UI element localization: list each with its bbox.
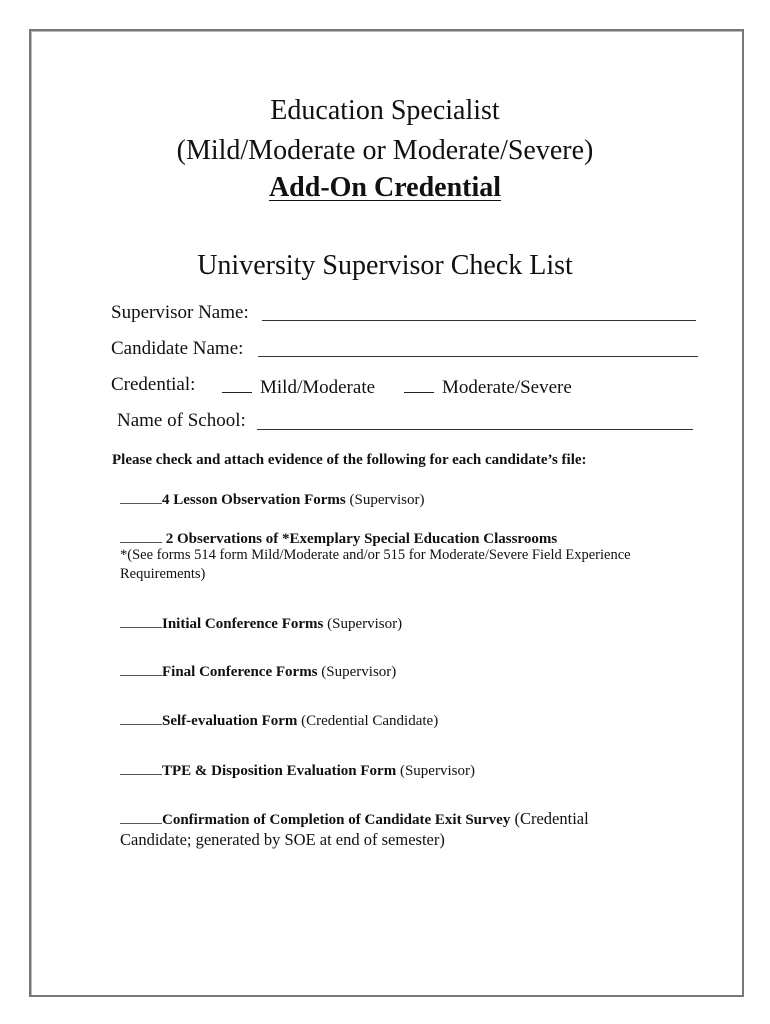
mild-moderate-blank[interactable] — [222, 374, 252, 393]
instructions: Please check and attach evidence of the following for each candidate’s file: — [112, 452, 587, 468]
check-blank[interactable] — [120, 661, 162, 676]
supervisor-name-field[interactable] — [262, 320, 696, 321]
supervisor-name-label: Supervisor Name: — [111, 302, 249, 323]
item-detail: (Credential Candidate) — [297, 713, 439, 729]
check-blank[interactable] — [120, 528, 162, 543]
item-title: TPE & Disposition Evaluation Form — [162, 763, 397, 779]
school-name-label: Name of School: — [117, 410, 246, 431]
checklist-item[interactable] — [120, 760, 475, 780]
exit-survey-note-line-2: Candidate; generated by SOE at end of semester) — [120, 830, 445, 849]
title-line-1: Education Specialist — [270, 95, 500, 126]
moderate-severe-blank[interactable] — [404, 374, 434, 393]
checklist-item[interactable] — [120, 710, 438, 730]
item-detail: (Supervisor) — [396, 763, 475, 779]
check-blank[interactable] — [120, 760, 162, 775]
check-blank[interactable] — [120, 710, 162, 725]
checklist-item[interactable] — [120, 528, 557, 548]
item-title: 4 Lesson Observation Forms — [162, 492, 346, 508]
checklist-item[interactable] — [120, 613, 402, 633]
item-title: Confirmation of Completion of Candidate Exit Survey — [162, 812, 511, 828]
exemplary-note-line-1: *(See forms 514 form Mild/Moderate and/or 515 for Moderate/Severe Field Experience — [120, 547, 631, 563]
item-title: Initial Conference Forms — [162, 616, 324, 632]
item-title: Final Conference Forms — [162, 664, 318, 680]
credential-option-severe[interactable] — [404, 374, 572, 399]
mild-moderate-label: Mild/Moderate — [260, 377, 376, 398]
checklist-item[interactable] — [120, 809, 589, 829]
credential-label: Credential: — [111, 374, 196, 395]
school-name-field[interactable] — [257, 429, 693, 430]
candidate-name-label: Candidate Name: — [111, 338, 244, 359]
check-blank[interactable] — [120, 809, 162, 824]
item-detail: (Supervisor) — [317, 664, 397, 680]
moderate-severe-label: Moderate/Severe — [442, 377, 572, 398]
checklist-item[interactable] — [120, 489, 425, 509]
subtitle-check-list: University Supervisor Check List — [197, 250, 573, 281]
item-title: Self-evaluation Form — [162, 713, 298, 729]
checklist-item[interactable] — [120, 661, 396, 681]
title-line-2: (Mild/Moderate or Moderate/Severe) — [176, 135, 594, 166]
item-detail: (Supervisor) — [323, 616, 403, 632]
check-blank[interactable] — [120, 489, 162, 504]
item-detail: (Supervisor) — [345, 492, 425, 508]
title-add-on-credential: Add-On Credential — [268, 172, 502, 203]
check-blank[interactable] — [120, 613, 162, 628]
item-detail: (Credential — [510, 809, 589, 828]
candidate-name-field[interactable] — [258, 356, 698, 357]
item-title: 2 Observations of *Exemplary Special Education Classrooms — [162, 531, 558, 547]
credential-option-mild[interactable] — [222, 374, 375, 399]
exemplary-note-line-2: Requirements) — [120, 566, 206, 582]
